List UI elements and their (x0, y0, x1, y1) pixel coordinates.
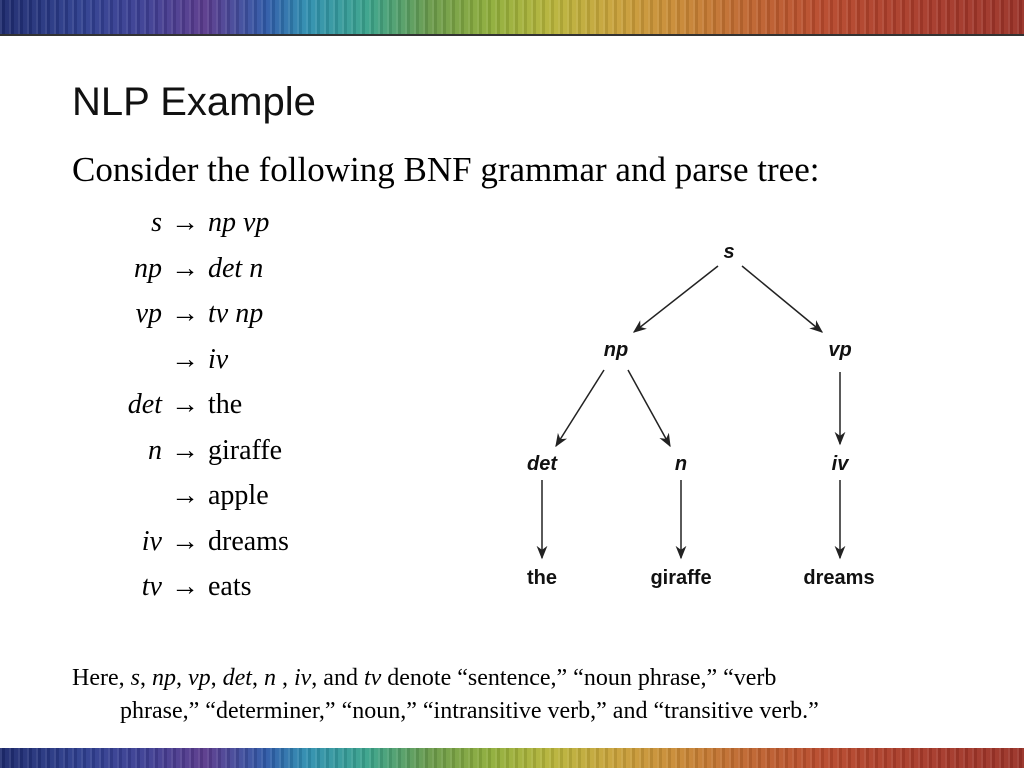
note-tv: tv (363, 665, 382, 691)
grammar-rule (100, 519, 330, 565)
footnote-line-1: Here, s, np, vp, det, n , iv, and tv denote “sentence,” “noun phrase,” “verb (72, 665, 777, 691)
rule-rhs: giraffe (208, 434, 283, 466)
footnote-line-2: phrase,” “determiner,” “noun,” “intransitive verb,” and “transitive verb.” (120, 698, 819, 724)
rule-lhs (100, 337, 162, 383)
rule-lhs: det (127, 389, 162, 420)
note-s: s (130, 665, 140, 691)
rule-lhs: iv (141, 525, 162, 557)
grammar-rule (100, 382, 330, 428)
rule-rhs: tv np (208, 298, 264, 329)
node-n: n (674, 453, 688, 475)
arrow-icon: → (171, 252, 199, 284)
arrow-icon: → (171, 389, 199, 420)
parse-tree (500, 228, 900, 598)
grammar-rule (100, 291, 330, 337)
tree-edges (542, 266, 840, 558)
node-s: s (723, 241, 735, 263)
top-decorative-band (0, 0, 1024, 34)
node-vp: vp (828, 339, 852, 361)
arrow-icon: → (171, 480, 199, 511)
leaf-dreams: dreams (803, 567, 875, 589)
leaf-giraffe: giraffe (650, 567, 712, 589)
rule-rhs: dreams (208, 525, 289, 557)
grammar-rule (100, 246, 330, 292)
rule-lhs: tv (141, 571, 162, 602)
grammar-rule (100, 200, 330, 246)
note-det: det (222, 665, 252, 691)
grammar-rule (100, 337, 330, 383)
edge-s-np (634, 266, 718, 332)
edge-np-n (628, 370, 670, 446)
slide-subtitle: Consider the following BNF grammar and parse tree: (72, 150, 820, 189)
arrow-icon: → (171, 525, 199, 557)
note-iv: iv (293, 665, 312, 691)
grammar-rule (100, 428, 330, 474)
arrow-icon: → (171, 343, 199, 375)
arrow-icon: → (171, 434, 199, 466)
rule-rhs: the (208, 389, 243, 420)
leaf-the: the (527, 567, 557, 589)
rule-rhs: det n (208, 252, 264, 284)
arrow-icon: → (171, 207, 199, 238)
note-n: n (263, 665, 276, 691)
rule-lhs: s (151, 207, 162, 238)
edge-s-vp (742, 266, 822, 332)
rule-rhs: iv (208, 343, 229, 375)
note-vp: vp (187, 665, 211, 691)
rule-rhs: eats (208, 571, 252, 602)
bottom-decorative-band (0, 748, 1024, 768)
note-np: np (151, 665, 176, 691)
arrow-icon: → (171, 571, 199, 602)
footnote (72, 662, 972, 728)
rule-rhs: np vp (208, 207, 270, 238)
grammar-rule (100, 564, 330, 610)
rule-lhs: np (134, 252, 162, 284)
rule-lhs (100, 473, 162, 519)
slide-title: NLP Example (72, 80, 316, 124)
node-np: np (603, 339, 629, 361)
rule-lhs: vp (135, 298, 162, 329)
arrow-icon: → (171, 298, 199, 329)
rule-lhs: n (148, 434, 162, 466)
note-here: Here, (72, 665, 125, 691)
node-det: det (527, 453, 557, 475)
grammar-rule (100, 473, 330, 519)
rule-rhs: apple (208, 480, 269, 511)
node-iv: iv (831, 453, 849, 475)
note-and: and (323, 665, 358, 691)
edge-np-det (556, 370, 604, 446)
bnf-grammar (100, 200, 330, 610)
note-rest-line1: denote “sentence,” “noun phrase,” “verb (387, 665, 777, 691)
